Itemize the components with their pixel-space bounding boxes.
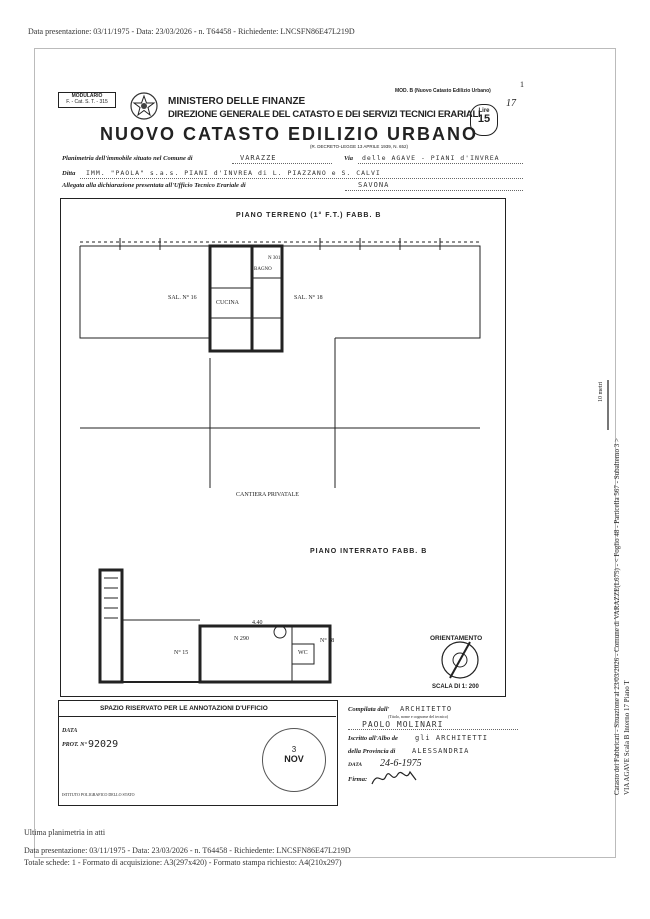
decree-reference: (R. DECRETO-LEGGE 13 APRILE 1939, N. 652)	[310, 144, 408, 149]
footer-ultima: Ultima planimetria in atti	[24, 828, 106, 837]
side-line1: Catasto dei Fabbricati - Situazione al 23/03/2026 - Comune di VARAZZE(L675) - < Foglio 48 - Particella 567 - Subalterno 3 >	[613, 438, 621, 795]
lire-label: Lire	[478, 108, 490, 114]
ufficio-value: SAVONA	[358, 181, 390, 189]
ditta-underline	[80, 178, 523, 179]
side-scale-label: 10 metri	[598, 381, 604, 402]
basement-top-label: 4.40	[252, 620, 263, 626]
page-number: 1	[520, 80, 524, 89]
iscritto-value: gli ARCHITETTI	[415, 734, 489, 742]
modulario-box	[58, 92, 116, 108]
office-data-label: DATA	[62, 728, 78, 734]
office-round-stamp	[262, 728, 326, 792]
office-prot-label: PROT. N°	[62, 742, 87, 748]
via-value: delle AGAVE - PIANI d'INVREA	[362, 154, 500, 162]
ground-small-label: N 301	[268, 256, 281, 261]
sheet-left-line	[34, 48, 35, 858]
lire-stamp	[470, 104, 498, 136]
modulario-line2: F. - Cat. S. T. - 315	[66, 99, 108, 105]
signature-icon	[370, 766, 420, 788]
compilata-label: Compilata dall'	[348, 706, 390, 713]
provincia-value: ALESSANDRIA	[412, 747, 470, 755]
handwritten-number: 17	[506, 98, 516, 109]
office-divider	[58, 716, 336, 717]
office-footer-small: ISTITUTO POLIGRAFICO DELLO STATO	[62, 792, 135, 797]
compiler-name: PAOLO MOLINARI	[362, 720, 444, 729]
sheet-top-line	[34, 48, 616, 49]
lire-value: 15	[477, 113, 491, 125]
scale-label: SCALA DI 1: 200	[432, 684, 479, 690]
ufficio-underline	[345, 190, 523, 191]
iscritto-label: Iscritto all'Albo de	[348, 735, 398, 742]
office-title: SPAZIO RISERVATO PER LE ANNOTAZIONI D'UFFICIO	[100, 705, 268, 712]
basement-wc-label: WC	[298, 650, 308, 656]
via-label: Via	[344, 155, 354, 162]
planimetria-label: Planimetria dell'immobile situato nel Comune di	[62, 155, 193, 162]
orientation-title: ORIENTAMENTO	[430, 635, 483, 642]
stamp-month: NOV	[284, 754, 304, 764]
stamp-day: 3	[291, 745, 297, 754]
compiler-name-underline	[348, 729, 518, 730]
allegata-label: Allegata alla dichiarazione presentata all'Ufficio Tecnico Erariale di	[62, 182, 246, 189]
ground-left-room-label: SAL. N° 16	[168, 295, 197, 301]
ditta-value: IMM. "PAOLA" s.a.s. PIANI d'INVREA di L. PIAZZANO e S. CALVI	[86, 169, 381, 177]
side-cadastral-info	[612, 438, 632, 795]
office-prot-value: 92029	[88, 739, 119, 750]
comune-underline	[232, 163, 332, 164]
firma-label: Firma:	[348, 776, 368, 783]
comune-value: VARAZZE	[240, 154, 277, 162]
intercapedine-label: CANTIERA PRIVATALE	[236, 492, 299, 498]
basement-center-label: N 290	[234, 636, 249, 642]
basement-left-label: N° 15	[174, 650, 189, 656]
via-underline	[358, 163, 523, 164]
ditta-label: Ditta	[62, 170, 76, 177]
document-title: NUOVO CATASTO EDILIZIO URBANO	[100, 124, 479, 144]
ground-bagno-label: BAGNO	[254, 267, 272, 272]
italian-republic-emblem-icon	[128, 90, 160, 122]
ministry-name: MINISTERO DELLE FINANZE	[168, 96, 306, 107]
model-label: MOD. B (Nuovo Catasto Edilizio Urbano)	[395, 88, 491, 94]
ground-floor-title: PIANO TERRENO (1° F.T.) FABB. B	[236, 212, 382, 219]
ground-cucina-label: CUCINA	[216, 300, 240, 306]
floor-plan-drawing	[60, 198, 506, 697]
provincia-label: della Provincia di	[348, 748, 396, 755]
compilata-value: ARCHITETTO	[400, 705, 453, 713]
side-line2: VIA AGAVE Scala B Interno 17 Piano T	[623, 680, 631, 795]
compiler-data-value: 24-6-1975	[380, 758, 422, 769]
modulario-line1: MODULARIO	[71, 93, 103, 99]
compiler-data-label: DATA	[348, 762, 363, 768]
ground-right-room-label: SAL. N° 18	[294, 295, 323, 301]
compilata-sub: (Titolo, nome e cognome del tecnico)	[388, 714, 449, 719]
basement-title: PIANO INTERRATO FABB. B	[310, 548, 428, 555]
footer-line1: Data presentazione: 03/11/1975 - Data: 23/03/2026 - n. T64458 - Richiedente: LNCSFN86E47L219D	[24, 846, 351, 855]
basement-right-label: N° 18	[320, 638, 335, 644]
header-presentation-info: Data presentazione: 03/11/1975 - Data: 23/03/2026 - n. T64458 - Richiedente: LNCSFN86E47L219D	[28, 27, 355, 36]
side-scale-bar	[607, 380, 609, 430]
ministry-direction: DIREZIONE GENERALE DEL CATASTO E DEI SERVIZI TECNICI ERARIALI	[168, 109, 481, 120]
footer-line2: Totale schede: 1 - Formato di acquisizione: A3(297x420) - Formato stampa richiesto: A4(210x297)	[24, 858, 342, 867]
